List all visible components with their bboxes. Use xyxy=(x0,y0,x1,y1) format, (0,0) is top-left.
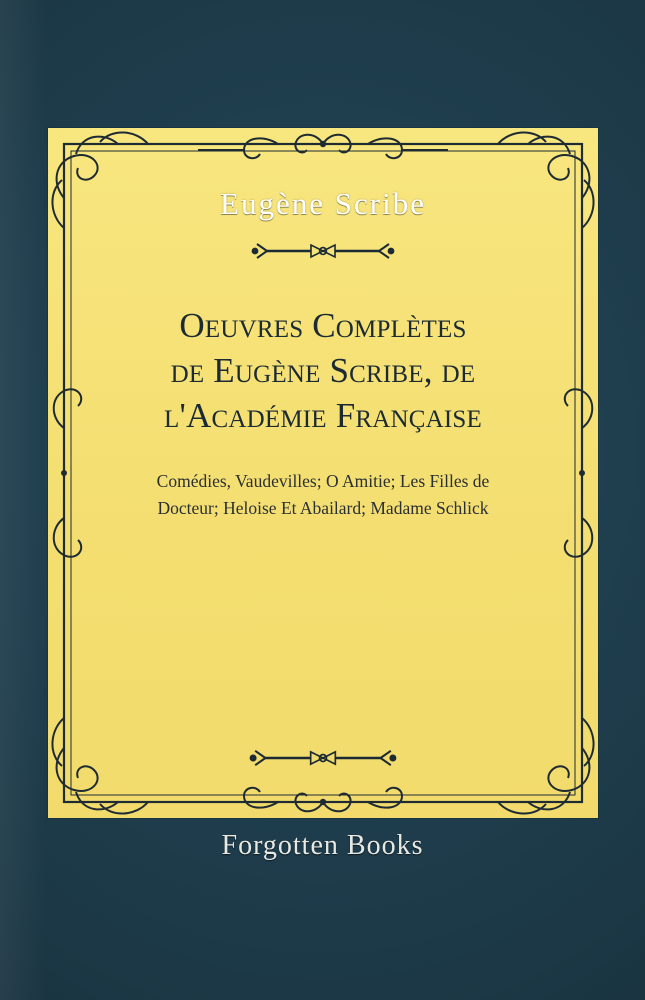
book-title-line-2: de Eugène Scribe, de xyxy=(170,350,476,390)
publisher-name: Forgotten Books xyxy=(221,830,424,861)
book-title-line-3: l'Académie Française xyxy=(164,395,482,435)
cover-panel xyxy=(48,128,598,818)
book-subtitle xyxy=(113,468,533,521)
book-title-line-1: Oeuvres Complètes xyxy=(179,306,467,345)
diamond-dash-rule-bottom xyxy=(231,746,416,770)
author-name: Eugène Scribe xyxy=(220,186,426,221)
book-subtitle-line-1: Comédies, Vaudevilles; O Amitie; Les Filles de xyxy=(156,471,490,492)
diamond-dash-rule-top xyxy=(233,240,413,262)
book-title xyxy=(108,304,538,438)
publisher-logo xyxy=(0,828,645,864)
cover-text-block xyxy=(102,158,544,788)
book-subtitle-line-2: Docteur; Heloise Et Abailard; Madame Schlick xyxy=(157,497,489,518)
